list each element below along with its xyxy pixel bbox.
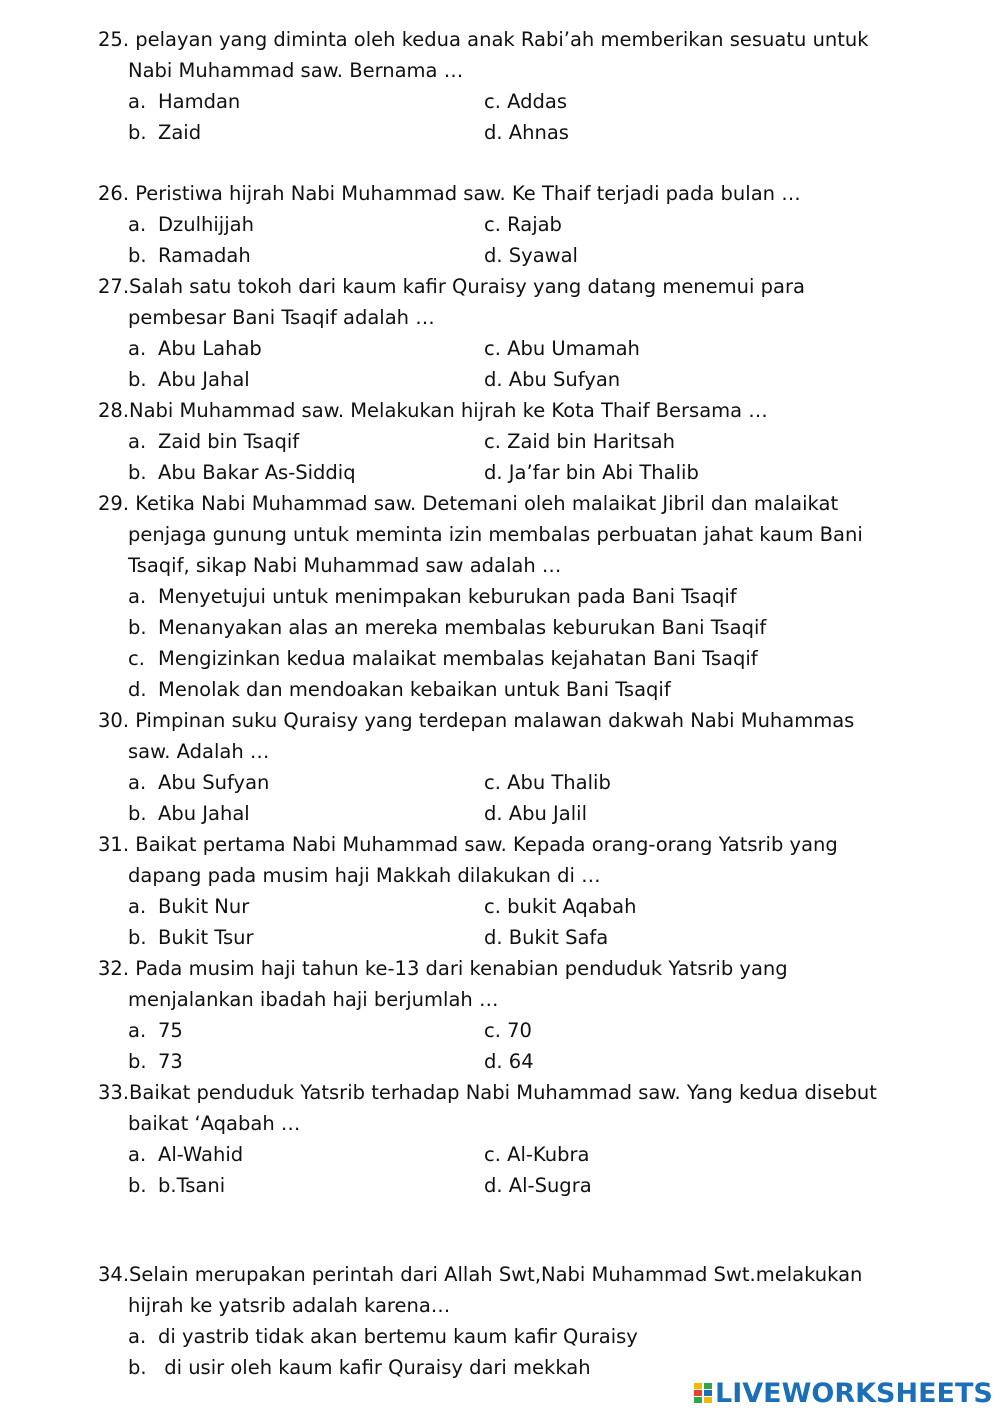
option-letter: d.: [484, 244, 503, 267]
question-text: 31. Baikat pertama Nabi Muhammad saw. Kepada orang-orang Yatsrib yang: [98, 833, 838, 856]
option-text: bukit Aqabah: [507, 895, 637, 918]
answer-row: [0, 209, 1000, 240]
option-text: Mengizinkan kedua malaikat membalas kejahatan Bani Tsaqif: [158, 647, 758, 670]
question-text: 27.Salah satu tokoh dari kaum kafir Quraisy yang datang menemui para: [98, 275, 805, 298]
option-letter: b.: [128, 368, 147, 391]
answer-row: [0, 798, 1000, 829]
option-letter: c.: [484, 337, 501, 360]
option-text: Abu Bakar As-Siddiq: [158, 461, 356, 484]
option-text: 73: [158, 1050, 183, 1073]
option-choice: [484, 1046, 534, 1077]
option-letter: d.: [128, 678, 147, 701]
option-text: Abu Jahal: [158, 802, 250, 825]
answer-row: [0, 643, 1000, 674]
option-choice: [484, 86, 567, 117]
answer-row: [0, 364, 1000, 395]
option-letter: c.: [484, 1143, 501, 1166]
option-text: Ja’far bin Abi Thalib: [508, 461, 699, 484]
option-text: Menyetujui untuk menimpakan keburukan pada Bani Tsaqif: [158, 585, 737, 608]
answer-row: [0, 674, 1000, 705]
option-letter: d.: [484, 802, 503, 825]
question-text: 26. Peristiwa hijrah Nabi Muhammad saw. Ke Thaif terjadi pada bulan …: [98, 182, 801, 205]
option-letter: b.: [128, 926, 147, 949]
option-choice: [484, 798, 587, 829]
question-stem-line: [0, 271, 1000, 302]
option-letter: b.: [128, 802, 147, 825]
answer-row: [0, 581, 1000, 612]
option-letter: c.: [484, 430, 501, 453]
option-choice: [484, 891, 636, 922]
question-text: 33.Baikat penduduk Yatsrib terhadap Nabi Muhammad saw. Yang kedua disebut: [98, 1081, 877, 1104]
option-text: 64: [508, 1050, 534, 1073]
question-stem-line: [0, 860, 1000, 891]
option-choice: [484, 1139, 589, 1170]
option-letter: c.: [484, 1019, 501, 1042]
option-letter: b.: [128, 1174, 147, 1197]
option-letter: a.: [128, 1143, 147, 1166]
option-text: Menanyakan alas an mereka membalas keburukan Bani Tsaqif: [158, 616, 767, 639]
option-letter: b.: [128, 616, 147, 639]
option-letter: d.: [484, 926, 503, 949]
option-text: Abu Lahab: [158, 337, 262, 360]
question-text: 25. pelayan yang diminta oleh kedua anak Rabi’ah memberikan sesuatu untuk: [98, 28, 869, 51]
option-letter: c.: [484, 213, 501, 236]
question-text: menjalankan ibadah haji berjumlah …: [128, 988, 499, 1011]
option-letter: a.: [128, 585, 147, 608]
option-text: Zaid: [158, 121, 202, 144]
question-stem-line: [0, 1108, 1000, 1139]
option-text: 70: [507, 1019, 532, 1042]
answer-row: [0, 240, 1000, 271]
option-text: Hamdan: [158, 90, 241, 113]
option-text: Rajab: [507, 213, 562, 236]
option-choice: [484, 767, 611, 798]
option-letter: c.: [128, 647, 145, 670]
option-text: Zaid bin Haritsah: [507, 430, 675, 453]
answer-row: [0, 891, 1000, 922]
question-stem-line: [0, 24, 1000, 55]
option-text: di usir oleh kaum kafir Quraisy dari mekkah: [158, 1356, 591, 1379]
option-choice: [484, 922, 608, 953]
option-choice: [484, 1170, 592, 1201]
liveworksheets-logo-icon: [693, 1382, 713, 1404]
option-text: Zaid bin Tsaqif: [158, 430, 300, 453]
question-text: Tsaqif, sikap Nabi Muhammad saw adalah …: [128, 554, 562, 577]
option-choice: [484, 457, 699, 488]
option-text: Addas: [507, 90, 567, 113]
option-letter: b.: [128, 244, 147, 267]
option-text: di yastrib tidak akan bertemu kaum kafir Quraisy: [158, 1325, 638, 1348]
question-stem-line: [0, 395, 1000, 426]
option-letter: d.: [484, 461, 503, 484]
option-letter: c.: [484, 895, 501, 918]
question-text: pembesar Bani Tsaqif adalah …: [128, 306, 435, 329]
answer-row: [0, 1046, 1000, 1077]
answer-row: [0, 612, 1000, 643]
option-letter: b.: [128, 1050, 147, 1073]
option-text: Syawal: [508, 244, 578, 267]
answer-row: [0, 457, 1000, 488]
option-letter: a.: [128, 771, 147, 794]
option-text: Al-Kubra: [507, 1143, 590, 1166]
option-text: Al-Wahid: [158, 1143, 244, 1166]
question-text: 34.Selain merupakan perintah dari Allah Swt,Nabi Muhammad Swt.melakukan: [98, 1263, 863, 1286]
option-letter: a.: [128, 430, 147, 453]
option-letter: c.: [484, 90, 501, 113]
answer-row: [0, 333, 1000, 364]
option-letter: a.: [128, 337, 147, 360]
option-choice: [484, 333, 640, 364]
liveworksheets-watermark: [693, 1376, 993, 1410]
question-text: saw. Adalah …: [128, 740, 270, 763]
question-stem-line: [0, 55, 1000, 86]
option-letter: b.: [128, 461, 147, 484]
option-text: Abu Thalib: [507, 771, 611, 794]
option-text: Dzulhijjah: [158, 213, 254, 236]
question-text: 30. Pimpinan suku Quraisy yang terdepan malawan dakwah Nabi Muhammas: [98, 709, 855, 732]
answer-row: [0, 86, 1000, 117]
option-choice: [484, 1015, 532, 1046]
question-stem-line: [0, 302, 1000, 333]
option-choice: [484, 426, 675, 457]
question-text: 28.Nabi Muhammad saw. Melakukan hijrah ke Kota Thaif Bersama …: [98, 399, 768, 422]
option-text: b.Tsani: [158, 1174, 226, 1197]
question-text: penjaga gunung untuk meminta izin membalas perbuatan jahat kaum Bani: [128, 523, 863, 546]
question-stem-line: [0, 829, 1000, 860]
option-text: Abu Jahal: [158, 368, 250, 391]
option-letter: b.: [128, 1356, 147, 1379]
option-text: Bukit Safa: [508, 926, 609, 949]
answer-row: [0, 1015, 1000, 1046]
option-letter: d.: [484, 121, 503, 144]
question-text: dapang pada musim haji Makkah dilakukan di …: [128, 864, 601, 887]
question-stem-line: [0, 519, 1000, 550]
option-choice: [484, 209, 562, 240]
question-text: hijrah ke yatsrib adalah karena…: [128, 1294, 451, 1317]
option-choice: [484, 117, 569, 148]
question-stem-line: [0, 705, 1000, 736]
question-text: 29. Ketika Nabi Muhammad saw. Detemani oleh malaikat Jibril dan malaikat: [98, 492, 839, 515]
option-letter: c.: [484, 771, 501, 794]
option-letter: d.: [484, 368, 503, 391]
option-text: Abu Umamah: [507, 337, 640, 360]
answer-row: [0, 767, 1000, 798]
answer-row: [0, 117, 1000, 148]
option-text: Ramadah: [158, 244, 251, 267]
option-choice: [484, 364, 620, 395]
answer-row: [0, 1321, 1000, 1352]
question-text: 32. Pada musim haji tahun ke-13 dari kenabian penduduk Yatsrib yang: [98, 957, 788, 980]
option-choice: [484, 240, 578, 271]
question-stem-line: [0, 488, 1000, 519]
option-letter: a.: [128, 90, 147, 113]
question-stem-line: [0, 1290, 1000, 1321]
option-letter: a.: [128, 1325, 147, 1348]
question-stem-line: [0, 984, 1000, 1015]
answer-row: [0, 1170, 1000, 1201]
option-letter: a.: [128, 895, 147, 918]
option-text: Abu Jalil: [508, 802, 588, 825]
option-letter: a.: [128, 213, 147, 236]
option-text: Menolak dan mendoakan kebaikan untuk Bani Tsaqif: [158, 678, 671, 701]
option-text: Ahnas: [508, 121, 569, 144]
question-stem-line: [0, 736, 1000, 767]
option-text: Bukit Nur: [158, 895, 250, 918]
option-text: Abu Sufyan: [158, 771, 270, 794]
question-stem-line: [0, 1259, 1000, 1290]
question-stem-line: [0, 1077, 1000, 1108]
question-stem-line: [0, 178, 1000, 209]
answer-row: [0, 922, 1000, 953]
option-letter: d.: [484, 1174, 503, 1197]
option-letter: b.: [128, 121, 147, 144]
question-stem-line: [0, 953, 1000, 984]
option-text: Abu Sufyan: [508, 368, 621, 391]
option-text: 75: [158, 1019, 183, 1042]
question-text: baikat ‘Aqabah …: [128, 1112, 301, 1135]
option-letter: d.: [484, 1050, 503, 1073]
option-text: Bukit Tsur: [158, 926, 254, 949]
answer-row: [0, 1139, 1000, 1170]
option-text: Al-Sugra: [508, 1174, 592, 1197]
question-text: Nabi Muhammad saw. Bernama …: [128, 59, 464, 82]
watermark-text: LIVEWORKSHEETS: [715, 1377, 993, 1409]
option-letter: a.: [128, 1019, 147, 1042]
question-stem-line: [0, 550, 1000, 581]
answer-row: [0, 426, 1000, 457]
